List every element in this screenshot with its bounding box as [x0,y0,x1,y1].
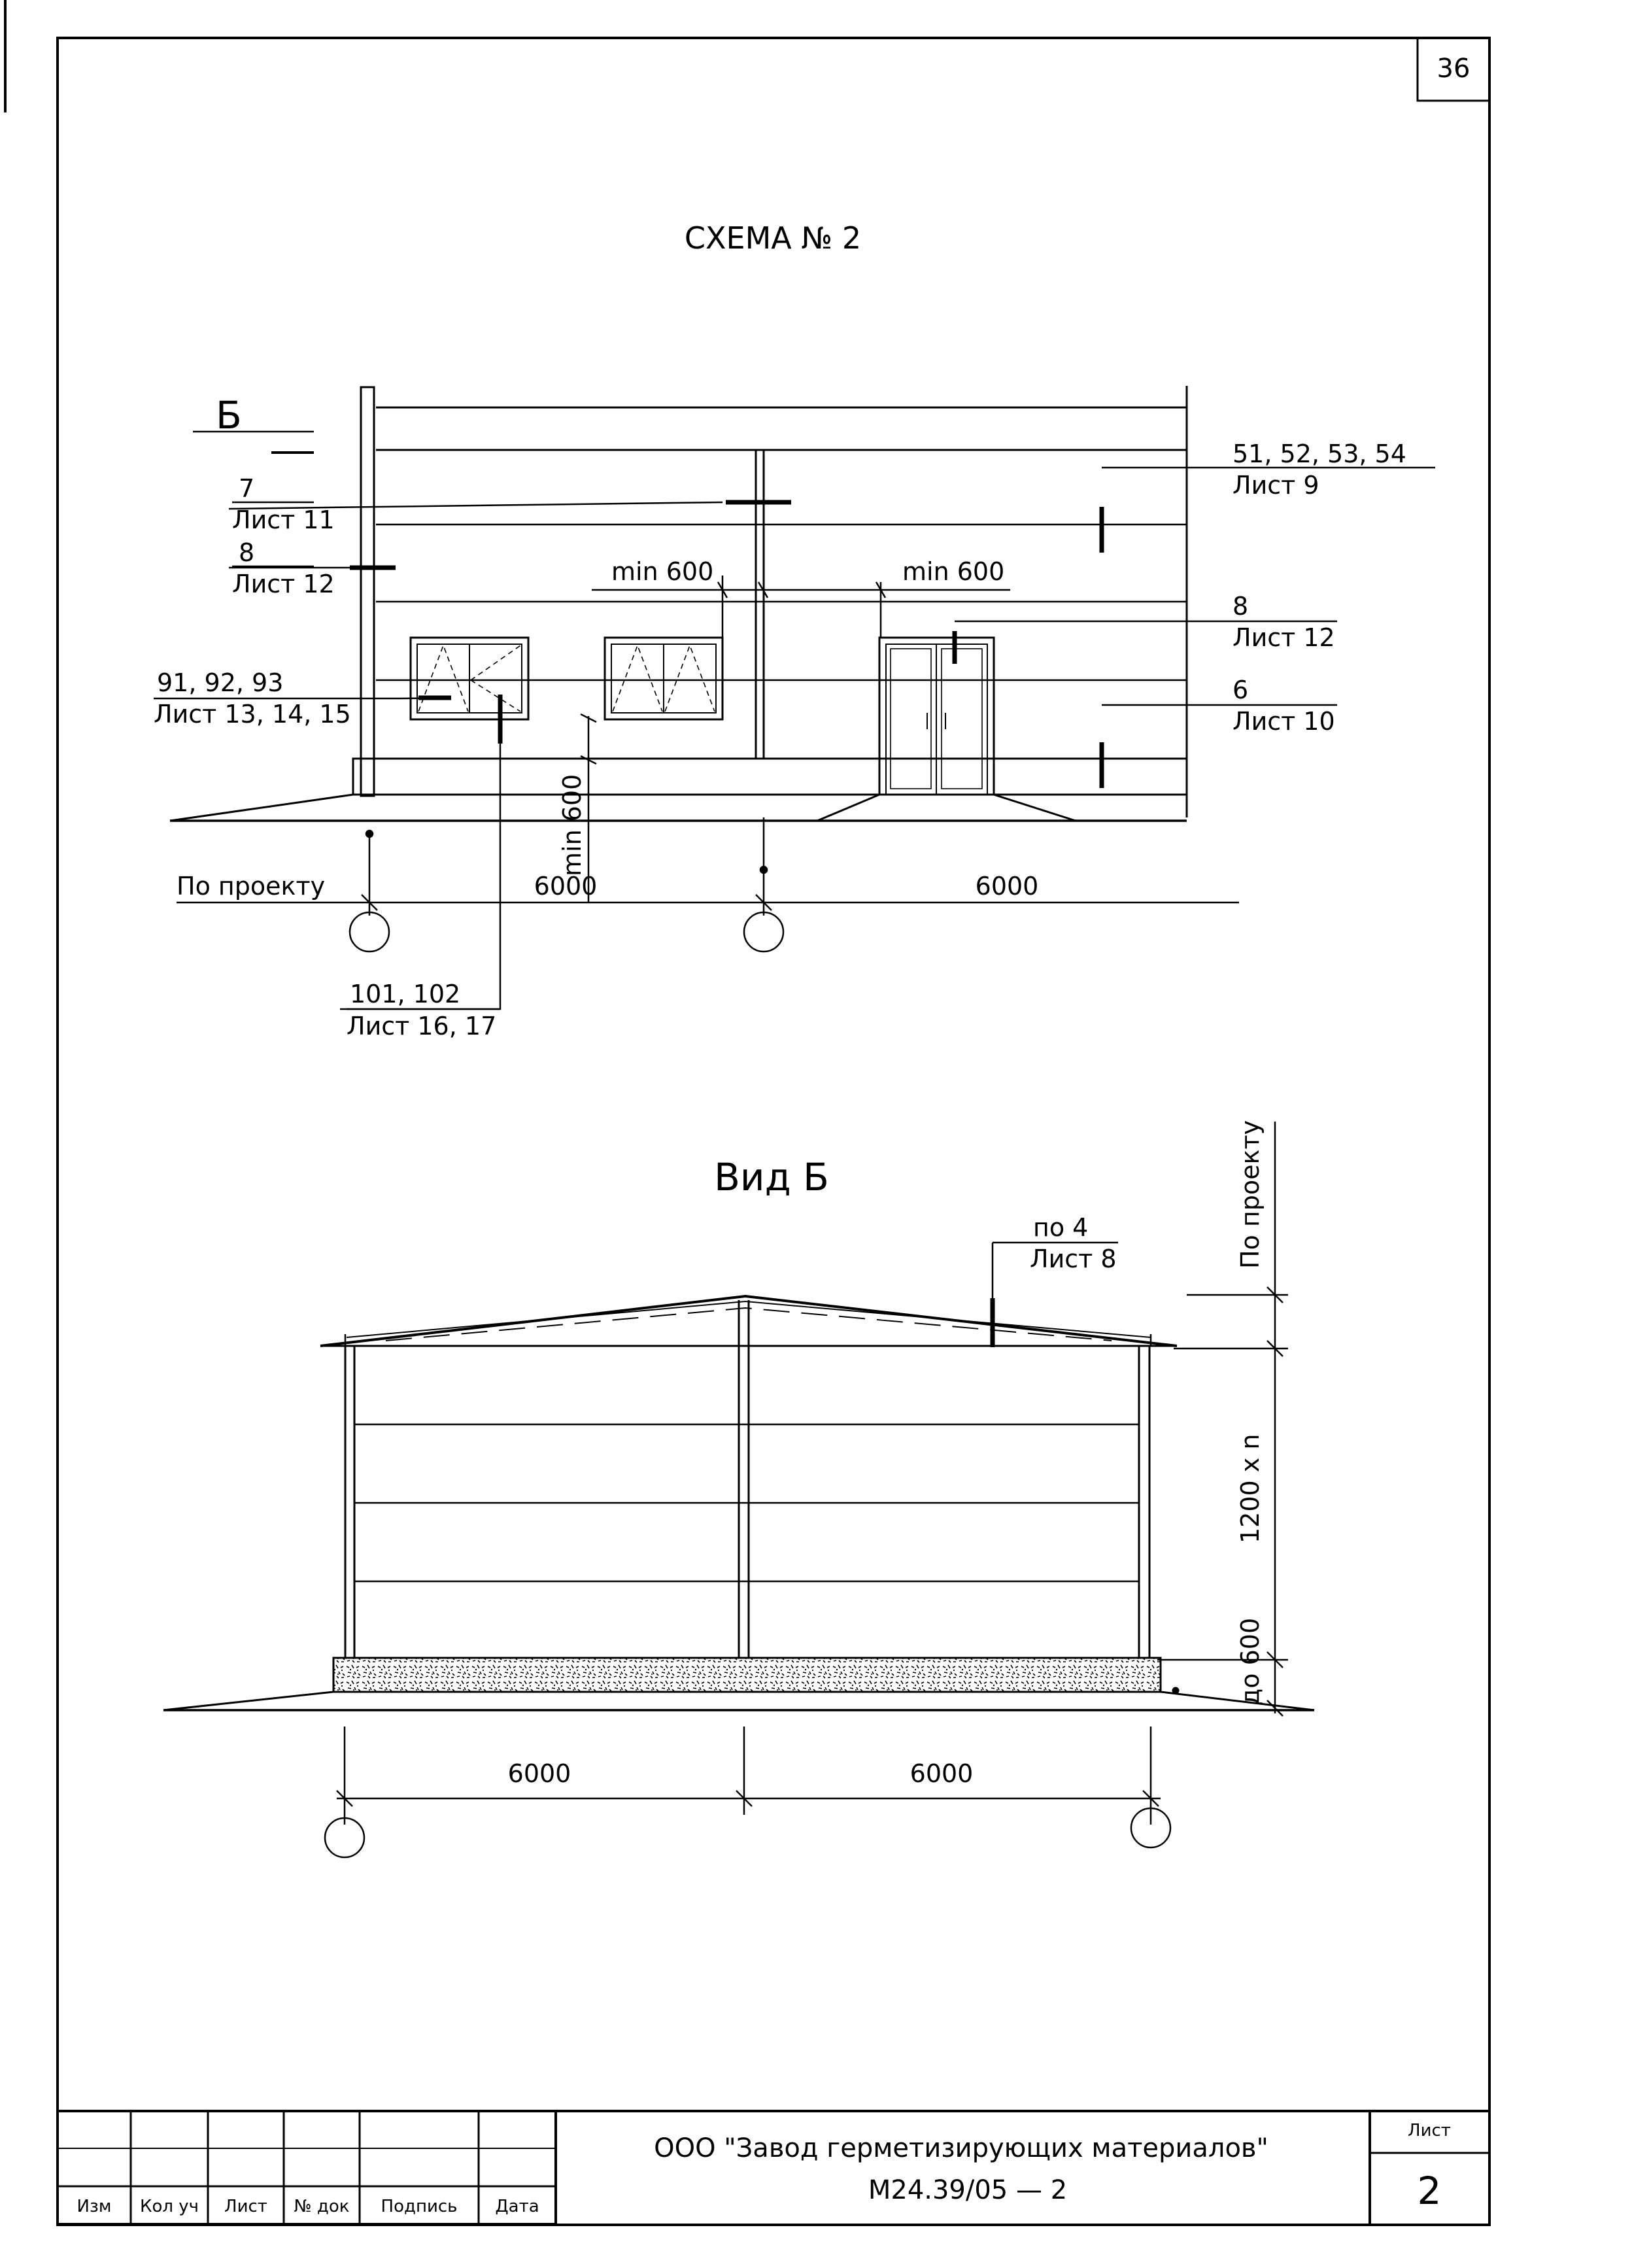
tb-header-sign: Подпись [381,2197,458,2216]
height-top: По проекту [1236,1120,1265,1269]
svg-text:Лист 10: Лист 10 [1232,707,1335,736]
svg-text:6: 6 [1232,676,1249,704]
min-dimension-left: min 600 [611,557,714,586]
svg-text:Лист 9: Лист 9 [1232,471,1319,500]
title-block [58,2111,1489,2225]
facade-callout-markers [350,502,1102,788]
facade-min-dimensions [575,576,1010,902]
facade-axes [177,817,1239,952]
svg-text:8: 8 [1232,592,1249,621]
svg-text:8: 8 [239,538,255,567]
document-code: М24.39/05 — 2 [868,2175,1068,2205]
section-span-right: 6000 [910,1759,974,1788]
axis-marker [744,912,783,952]
height-base: до 600 [1236,1617,1265,1706]
facade-span-right: 6000 [975,872,1039,901]
sheet-label: Лист [1408,2121,1451,2140]
sheet-number: 2 [1417,2169,1442,2213]
svg-text:Лист 12: Лист 12 [232,570,335,598]
axis-marker [350,912,389,952]
section-span-left: 6000 [507,1759,571,1788]
tb-header-doc: № док [294,2197,350,2216]
facade-elevation [170,386,1187,821]
section-span-dimensions [325,1727,1170,1857]
min-dimension-right: min 600 [902,557,1005,586]
scheme-title: СХЕМА № 2 [684,220,862,256]
min-dimension-vertical: min 600 [558,774,586,876]
svg-text:51, 52, 53, 54: 51, 52, 53, 54 [1232,439,1406,468]
facade-callouts [154,439,1406,1040]
view-marker: Б [216,393,242,438]
level-label: По проекту [177,872,326,901]
svg-text:7: 7 [239,474,255,503]
section-view [163,1243,1314,1710]
section-height-dimensions [1157,1122,1288,1716]
company-name: ООО "Завод герметизирующих материалов" [654,2133,1268,2163]
tb-header-list: Лист [224,2197,267,2216]
svg-text:Лист 11: Лист 11 [232,506,335,534]
svg-text:Лист 12: Лист 12 [1232,623,1335,652]
roof-callout-sheet: Лист 8 [1030,1245,1117,1273]
page-number: 36 [1436,54,1470,84]
view-title: Вид Б [714,1155,829,1199]
svg-text:101, 102: 101, 102 [350,980,461,1008]
tb-header-kol: Кол уч [140,2197,199,2216]
svg-text:91, 92, 93: 91, 92, 93 [157,668,284,697]
svg-text:Лист 13, 14, 15: Лист 13, 14, 15 [154,700,351,729]
height-panels: 1200 x n [1236,1434,1265,1543]
tb-header-date: Дата [495,2197,539,2216]
tb-header-izm: Изм [76,2197,112,2216]
svg-text:Лист 16, 17: Лист 16, 17 [347,1012,497,1040]
roof-callout-num: по 4 [1033,1213,1089,1242]
facade-span-left: 6000 [534,872,598,901]
